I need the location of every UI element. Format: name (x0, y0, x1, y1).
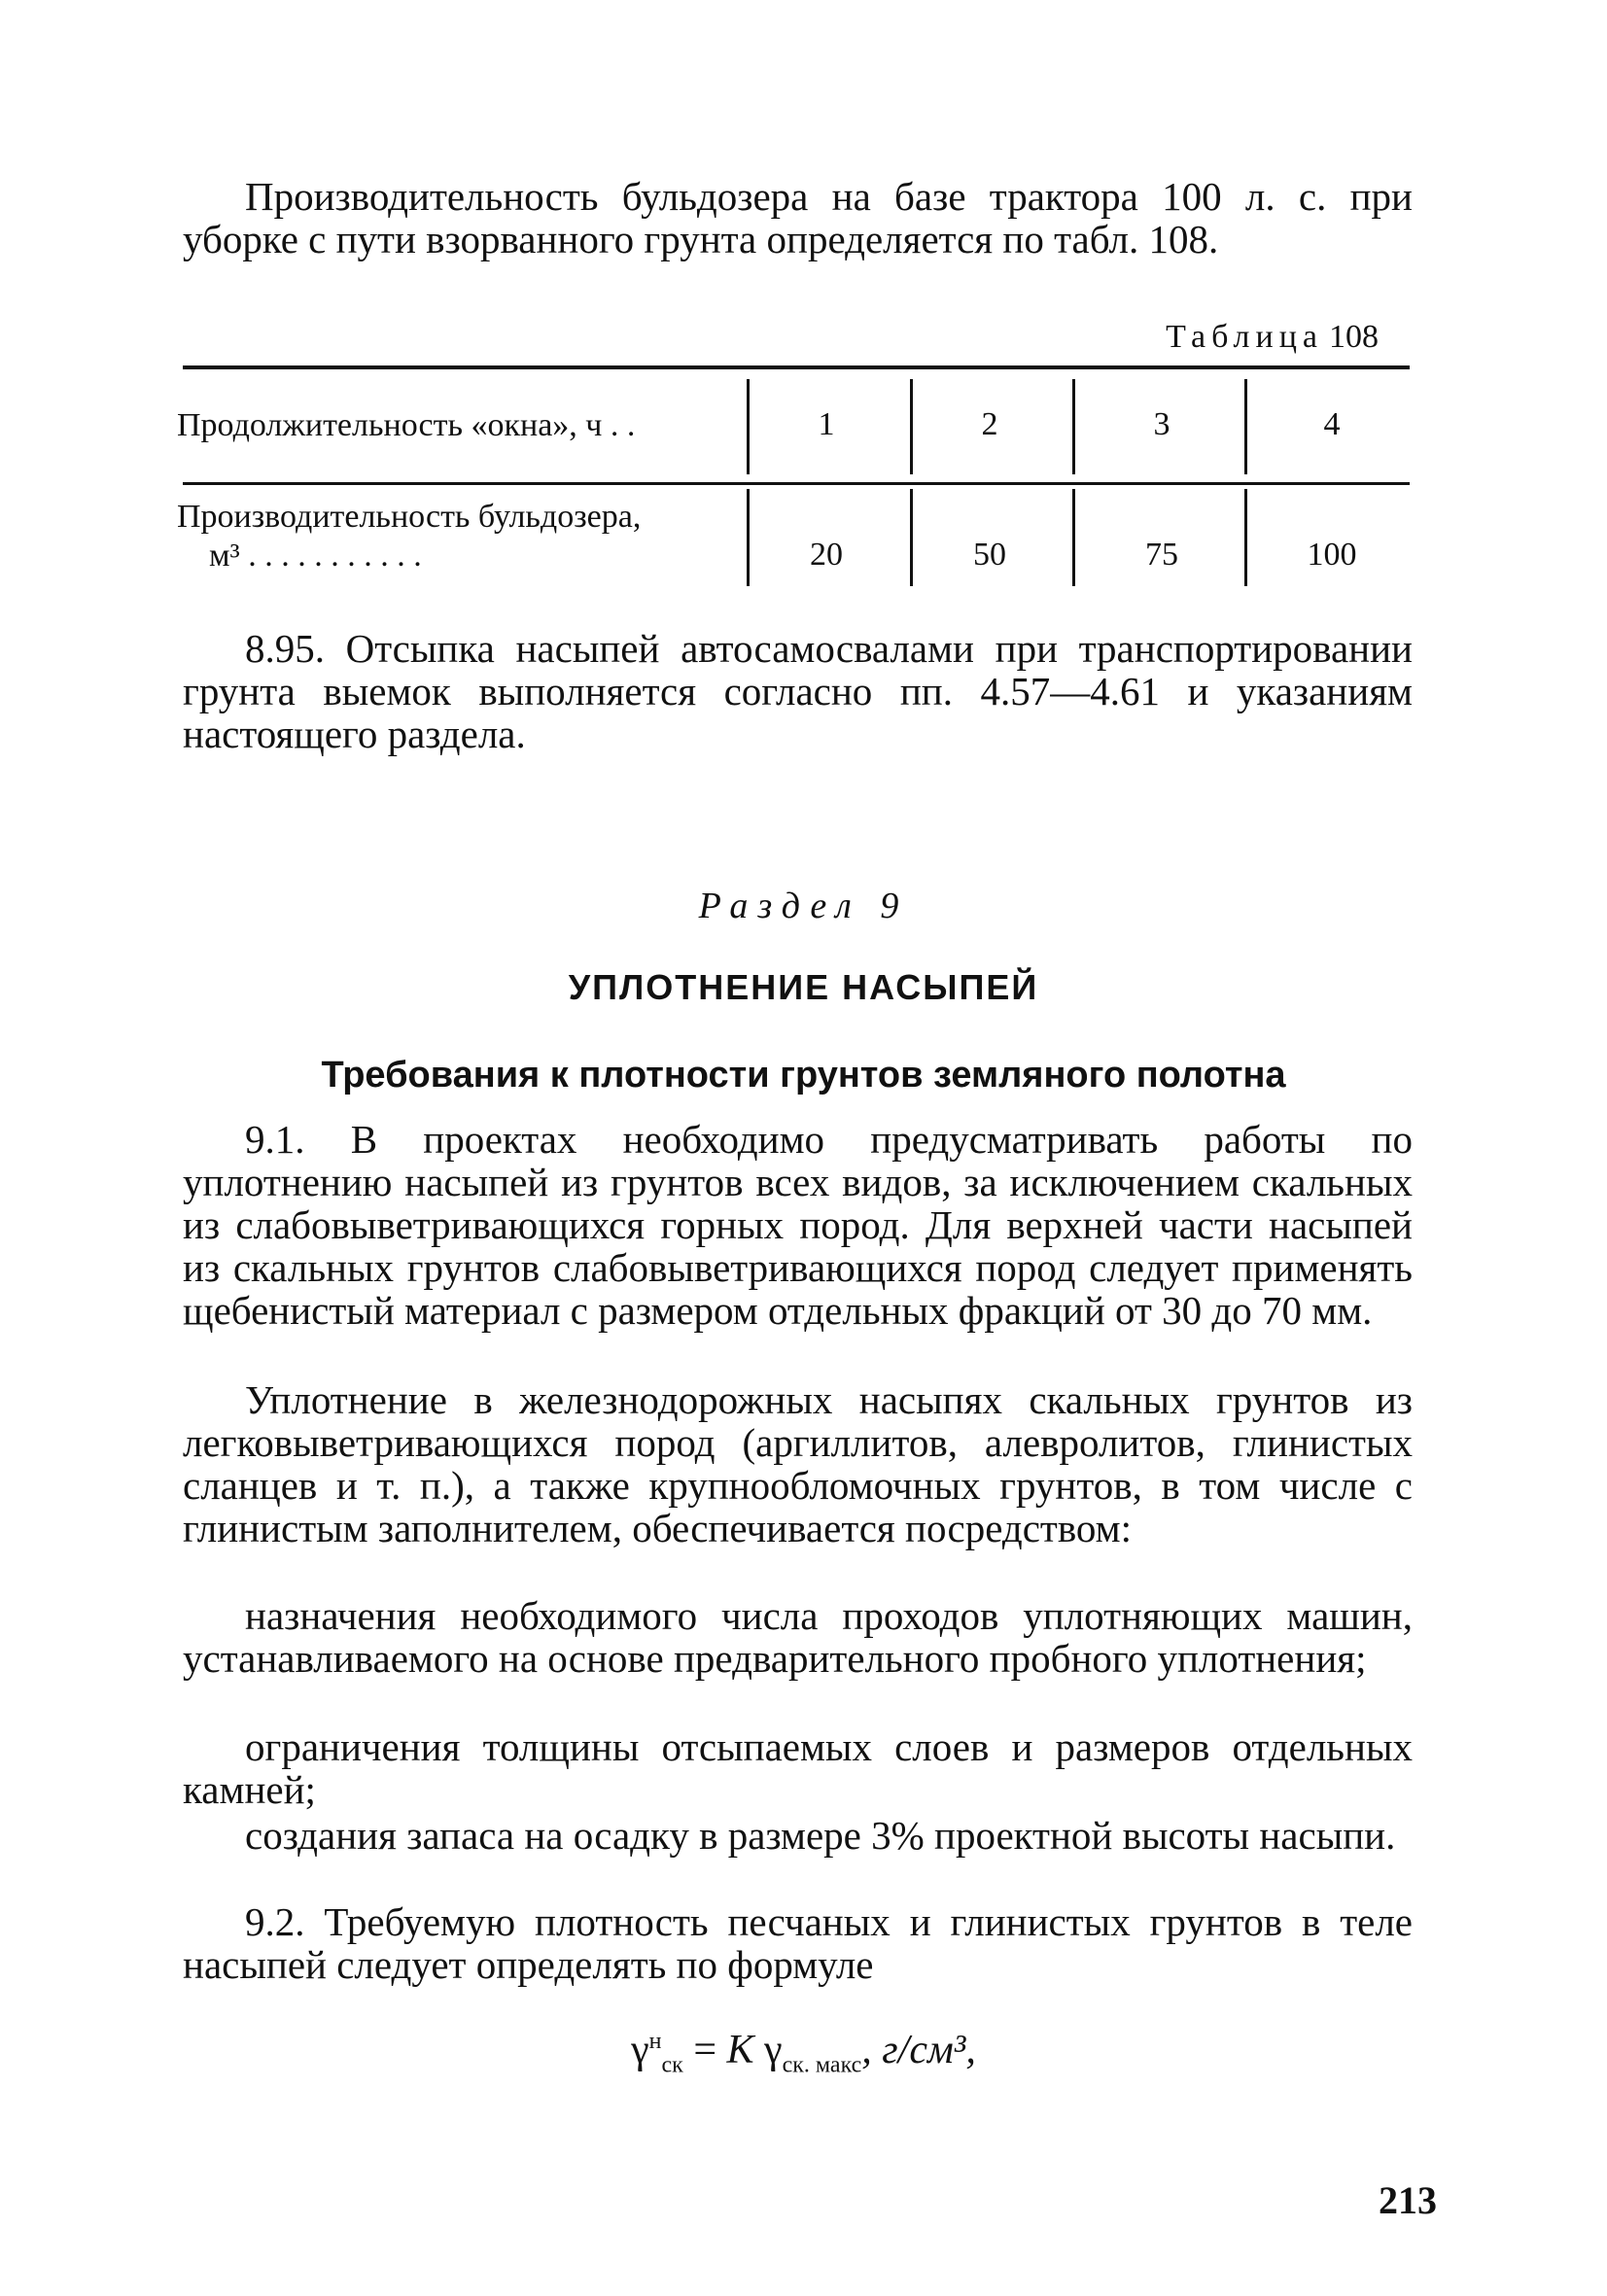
formula-equals: = (693, 2028, 717, 2072)
formula-rhs: γ (764, 2028, 783, 2072)
table-column-divider (910, 489, 913, 586)
paragraph-9-1: 9.1. В проектах необходимо предусматривать работы по уплотнению насыпей из грунтов всех видов, за исключением скальных из слабовыветривающихся горных пород. Для верхней части насыпей из скальных грунтов слабовыветривающихся пород следует применять щебенистый материал с размером отдельных фракций от 30 до 70 мм. (183, 1117, 1413, 1333)
table-caption (1166, 319, 1379, 356)
page-number: 213 (1379, 2178, 1437, 2222)
table-column-divider (1244, 379, 1247, 474)
table-cell: 75 (1145, 537, 1178, 573)
table-column-divider (910, 379, 913, 474)
formula-lhs-sub: ск (661, 2052, 683, 2078)
subsection-title: Требования к плотности грунтов земляного полотна (321, 1055, 1286, 1096)
table-cell: 100 (1307, 537, 1357, 573)
table-top-rule (183, 365, 1410, 369)
table-column-divider (1072, 379, 1075, 474)
formula-units: , г/см³, (861, 2028, 976, 2072)
table-cell: 20 (810, 537, 843, 573)
list-item-passes: назначения необходимого числа проходов уплотняющих машин, устанавливаемого на основе предварительного пробного уплотнения; (183, 1593, 1413, 1681)
table-column-divider (747, 489, 750, 586)
formula-coefficient: K (726, 2028, 754, 2072)
intro-paragraph: Производительность бульдозера на базе трактора 100 л. с. при уборке с пути взорванного грунта определяется по табл. 108. (183, 174, 1413, 261)
table-column-divider (747, 379, 750, 474)
table-row-header-duration: Продолжительность «окна», ч . . (177, 407, 636, 443)
formula-lhs: γ (631, 2028, 649, 2072)
table-cell: 2 (981, 406, 998, 442)
table-cell: 4 (1323, 406, 1341, 442)
formula-lhs-sup: н (648, 2029, 662, 2054)
section-label: Раздел 9 (698, 886, 909, 926)
density-formula (0, 2027, 1607, 2078)
table-column-divider (1244, 489, 1247, 586)
paragraph-8-95: 8.95. Отсыпка насыпей автосамосвалами при транспортировании грунта выемок выполняется согласно пп. 4.57—4.61 и указаниям настоящего раздела. (183, 626, 1413, 756)
table-cell: 1 (818, 406, 835, 442)
table-cell: 3 (1153, 406, 1170, 442)
list-item-layer-thickness: ограничения толщины отсыпаемых слоев и размеров отдельных камней; (183, 1724, 1413, 1812)
section-title: УПЛОТНЕНИЕ НАСЫПЕЙ (568, 967, 1039, 1007)
formula-rhs-sub: ск. макс (782, 2052, 862, 2078)
table-middle-rule (183, 482, 1410, 485)
table-row-header-productivity-unit: м³ . . . . . . . . . . . (209, 538, 422, 574)
paragraph-9-2: 9.2. Требуемую плотность песчаных и глинистых грунтов в теле насыпей следует определять по формуле (183, 1899, 1413, 1987)
paragraph-compaction: Уплотнение в железнодорожных насыпях скальных грунтов из легковыветривающихся пород (аргиллитов, алевролитов, глинистых сланцев и т. п.), а также крупнообломочных грунтов, в том числе с глинистым заполнителем, обеспечивается посредством: (183, 1377, 1413, 1550)
table-cell: 50 (973, 537, 1006, 573)
table-row-header-productivity: Производительность бульдозера, (177, 499, 642, 535)
table-caption-number: 108 (1329, 319, 1379, 355)
table-column-divider (1072, 489, 1075, 586)
table-caption-label: Таблица (1166, 319, 1323, 355)
list-item-settlement: создания запаса на осадку в размере 3% проектной высоты насыпи. (245, 1813, 1396, 1858)
